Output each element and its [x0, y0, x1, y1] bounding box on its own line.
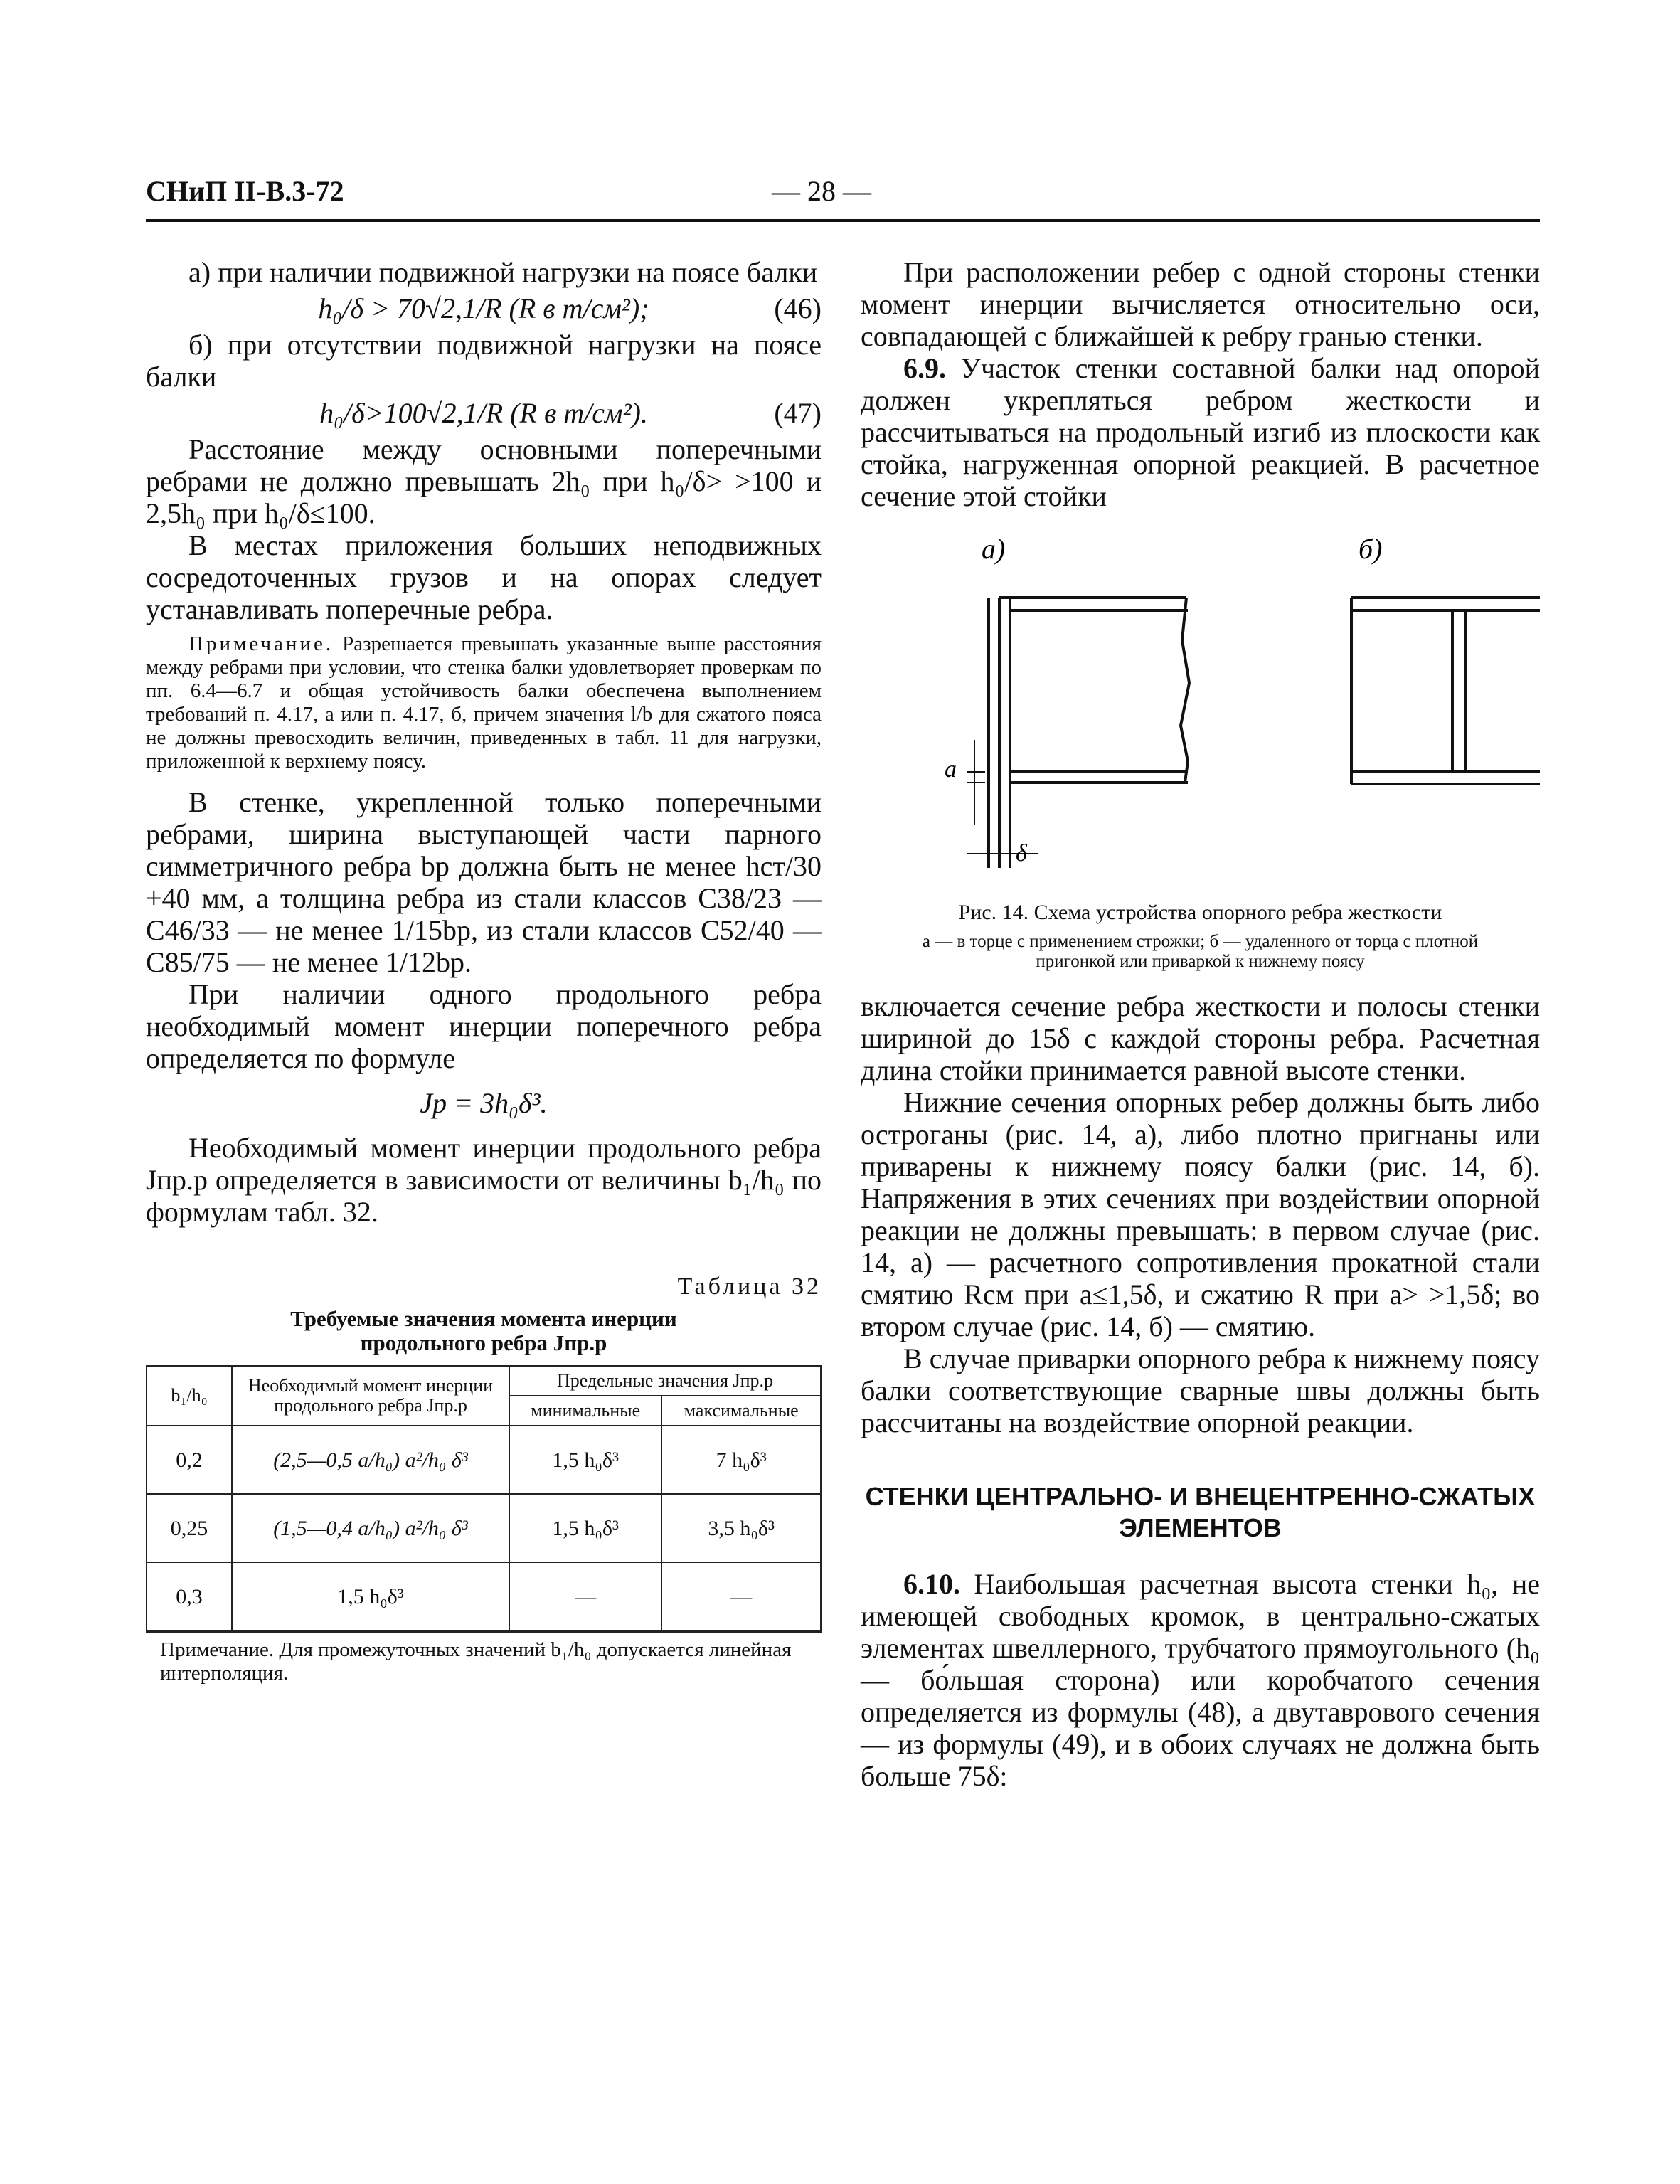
- formula-46: [146, 292, 822, 324]
- note: [146, 632, 822, 773]
- break-line: [1181, 598, 1189, 783]
- figure-14: [861, 526, 1540, 896]
- section-title: СТЕНКИ ЦЕНТРАЛЬНО- И ВНЕЦЕНТРЕННО-СЖАТЫХ ЭЛЕМЕНТОВ: [865, 1482, 1536, 1542]
- header-rule: [146, 219, 1540, 222]
- figure-14-drawing: [861, 526, 1540, 896]
- figure-label-a: а): [982, 533, 1006, 565]
- cell-min: —: [509, 1562, 661, 1631]
- formula-text: h₀/δ > 70√2,1/R (R в т/см²);: [318, 292, 649, 324]
- figure-legend: а — в торце с применением строжки; б — удаленного от торца с плотной пригонкой или приваркой к нижнему поясу: [922, 932, 1479, 971]
- paragraph-text: Наибольшая расчетная высота стенки h₀, не имеющей свободных кромок, в центрально-сжатых элементах швеллерного, трубчатого прямоугольного (h₀ — бо́льшая сторона) или коробчатого сечения определяется из формулы (48), а двутаврового сечения — из формулы (49), и в обоих случаях не должна быть больше 75δ:: [861, 1568, 1540, 1792]
- cell-min: 1,5 h₀δ³: [509, 1426, 661, 1494]
- figure-label-b: б): [1359, 533, 1383, 565]
- cell-formula: 1,5 h₀δ³: [232, 1562, 509, 1631]
- paragraph: В местах приложения больших неподвижных сосредоточенных грузов и на опорах следует устанавливать поперечные ребра.: [146, 529, 822, 625]
- formula-number: (46): [774, 292, 822, 324]
- paragraph: Нижние сечения опорных ребер должны быть либо остроганы (рис. 14, а), либо плотно пригнаны или приварены к нижнему поясу балки (рис. 14, б). Напряжения в этих сечениях при воздействии опорной реакции не должны превышать: в первом случае (рис. 14, а) — расчетного сопротивления прокатной стали смятию Rсм при a≤1,5δ, и сжатию R при a> >1,5δ; во втором случае (рис. 14, б) — смятию.: [861, 1086, 1540, 1342]
- table-row: [147, 1562, 821, 1631]
- formula-jp: [146, 1087, 822, 1119]
- paragraph: Необходимый момент инерции продольного ребра Jпр.р определяется в зависимости от величины b₁/h₀ по формулам табл. 32.: [146, 1132, 822, 1228]
- table-row: [147, 1426, 821, 1494]
- note-label: Примечание.: [188, 632, 334, 655]
- paragraph: При наличии одного продольного ребра необходимый момент инерции поперечного ребра определяется по формуле: [146, 978, 822, 1074]
- dimension-line: [967, 839, 1038, 861]
- table-title-line: Требуемые значения момента инерции: [290, 1306, 677, 1331]
- header-max: максимальные: [661, 1396, 821, 1426]
- paragraph: б) при отсутствии подвижной нагрузки на поясе балки: [146, 329, 822, 393]
- paragraph: [861, 352, 1540, 512]
- clause-number: 6.10.: [903, 1568, 960, 1600]
- dimension-label-delta: δ: [1016, 840, 1027, 866]
- cell-max: —: [661, 1562, 821, 1631]
- document-code: СНиП II-В.3-72: [146, 175, 344, 207]
- cell-formula: (1,5—0,4 a/h₀) a²/h₀ δ³: [232, 1494, 509, 1562]
- formula-number: (47): [774, 397, 822, 429]
- cell-max: 3,5 h₀δ³: [661, 1494, 821, 1562]
- cell-max: 7 h₀δ³: [661, 1426, 821, 1494]
- left-column: [146, 256, 822, 1691]
- cell-ratio: 0,2: [147, 1426, 232, 1494]
- formula-text: h₀/δ>100√2,1/R (R в т/см²).: [319, 397, 648, 429]
- formula-47: [146, 397, 822, 429]
- table-32: [146, 1365, 822, 1631]
- note-text: Разрешается превышать указанные выше расстояния между ребрами при условии, что стенка балки удовлетворяет проверкам по пп. 6.4—6.7 и общая устойчивость балки обеспечена выполнением требований п. 4.17, а или п. 4.17, б, причем значения l/b для сжатого пояса не должны превосходить величин, приведенных в табл. 11 для нагрузки, приложенной к верхнему поясу.: [146, 632, 822, 773]
- table-title: [146, 1307, 822, 1355]
- table-header-row: [147, 1366, 821, 1396]
- page-header: [146, 174, 1540, 224]
- paragraph: Расстояние между основными поперечными ребрами не должно превышать 2h₀ при h₀/δ> >100 и 2,5h₀ при h₀/δ≤100.: [146, 433, 822, 529]
- paragraph: включается сечение ребра жесткости и полосы стенки шириной до 15δ с каждой стороны ребра. Расчетная длина стойки принимается равной высоте стенки.: [861, 990, 1540, 1086]
- cell-ratio: 0,3: [147, 1562, 232, 1631]
- page-number: — 28 —: [772, 175, 871, 207]
- figure-caption: Рис. 14. Схема устройства опорного ребра жесткости: [958, 901, 1442, 924]
- table-row: [147, 1494, 821, 1562]
- paragraph: При расположении ребер с одной стороны стенки момент инерции вычисляется относительно оси, совпадающей с ближайшей к ребру гранью стенки.: [861, 256, 1540, 352]
- table-title-line: продольного ребра Jпр.р: [360, 1330, 607, 1355]
- cell-formula: (2,5—0,5 a/h₀) a²/h₀ δ³: [232, 1426, 509, 1494]
- header-needed: Необходимый момент инерции продольного ребра Jпр.р: [232, 1366, 509, 1426]
- formula-text: Jр = 3h₀δ³.: [420, 1087, 548, 1119]
- paragraph: В случае приварки опорного ребра к нижнему поясу балки соответствующие сварные швы должны быть рассчитаны на воздействие опорной реакции.: [861, 1342, 1540, 1438]
- header-ratio: b₁/h₀: [147, 1366, 232, 1426]
- clause-number: 6.9.: [903, 352, 946, 384]
- cell-min: 1,5 h₀δ³: [509, 1494, 661, 1562]
- table-note: Примечание. Для промежуточных значений b₁/h₀ допускается линейная интерполяция.: [146, 1631, 822, 1691]
- paragraph: В стенке, укрепленной только поперечными ребрами, ширина выступающей части парного симметричного ребра bр должна быть не менее hст/30 +40 мм, а толщина ребра из стали классов С38/23 — С46/33 — не менее 1/15bр, из стали классов С52/40 — С85/75 — не менее 1/12bр.: [146, 786, 822, 978]
- dimension-label-a: a: [945, 756, 957, 783]
- paragraph: а) при наличии подвижной нагрузки на поясе балки: [188, 256, 818, 288]
- right-column: [861, 256, 1540, 1792]
- paragraph-text: Участок стенки составной балки над опорой должен укрепляться ребром жесткости и рассчитываться на продольный изгиб из плоскости как стойка, нагруженная опорной реакцией. В расчетное сечение этой стойки: [861, 352, 1540, 512]
- header-min: минимальные: [509, 1396, 661, 1426]
- cell-ratio: 0,25: [147, 1494, 232, 1562]
- paragraph: [861, 1568, 1540, 1792]
- header-limits: Предельные значения Jпр.р: [509, 1366, 821, 1396]
- table-caption: Таблица 32: [677, 1273, 822, 1300]
